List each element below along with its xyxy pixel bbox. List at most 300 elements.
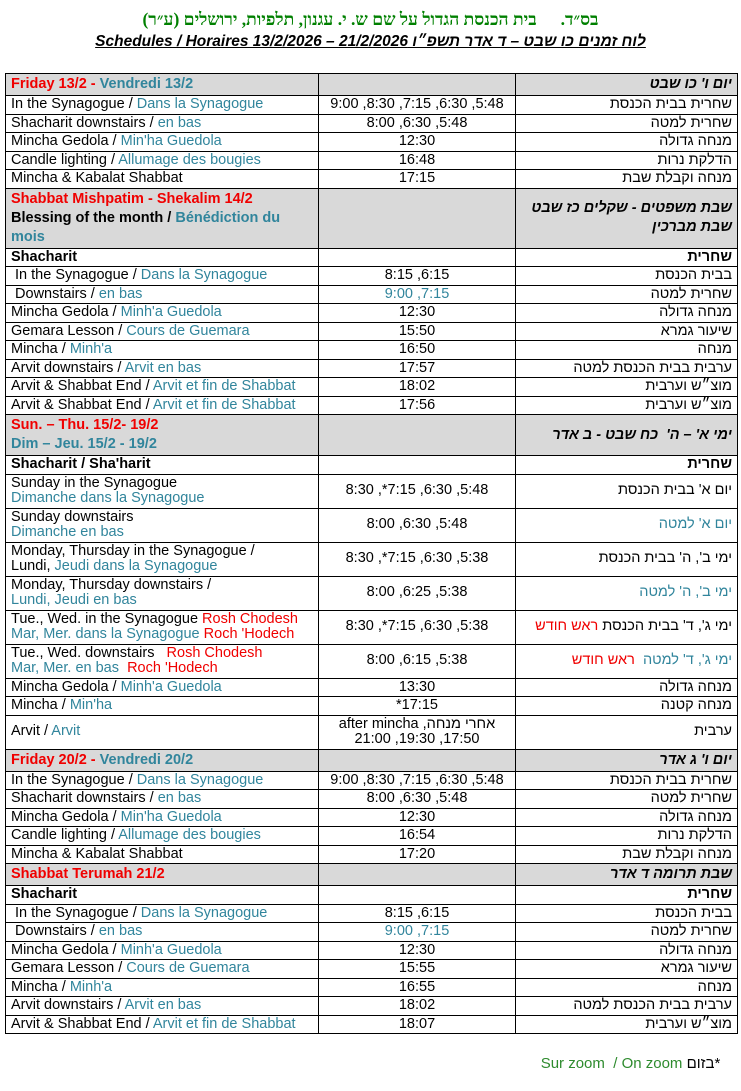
label-cell [6,322,319,341]
times-cell [319,678,516,697]
text-line [11,544,313,560]
text-line [324,791,510,807]
text-run: יום א' בבית הכנסת [618,482,732,499]
text-run: Mar, Mer. dans la Synagogue [11,626,204,642]
text-line [521,287,732,303]
text-line [324,828,510,844]
text-line [11,250,313,266]
text-run: Shacharit downstairs / [11,790,158,806]
text-run: שיעור גמרא [660,322,732,339]
times-cell [319,542,516,576]
times-cell [319,715,516,749]
text-run: Minh'a [69,341,113,357]
page-title [0,8,741,30]
text-run: ימי ב', ה' בבית הכנסת [598,550,732,567]
text-run: שיעור גמרא [660,960,732,976]
text-run: Vendredi 20/2 [99,751,194,768]
label-cell [6,378,319,397]
text-line [11,980,313,996]
schedule-row [6,960,738,979]
text-run: יום ו' ג אדר [659,751,732,768]
text-line [11,998,313,1014]
text-run: en bas [98,923,143,939]
label-cell [6,923,319,942]
hebrew-cell [516,771,738,790]
schedule-row [6,1015,738,1034]
schedule-row [6,474,738,508]
text-line [11,593,313,609]
text-line [11,97,313,113]
hebrew-cell [516,114,738,133]
hebrew-cell [516,790,738,809]
times-cell [319,508,516,542]
text-line [11,961,313,977]
text-line [11,828,313,844]
times-cell [319,697,516,716]
synagogue-title: בית הכנסת הגדול על שם ש. י. עגנון, תלפיות, ירושלים (ע״ר) [142,9,537,29]
times-cell [319,114,516,133]
text-line [11,773,313,789]
hebrew-cell [516,151,738,170]
text-line [324,171,510,187]
text-line [11,791,313,807]
schedule-row [6,542,738,576]
text-line [521,653,732,669]
text-line [521,585,732,601]
text-run: Mincha / [11,341,70,357]
text-run: שחרית [687,248,732,265]
hebrew-cell [516,715,738,749]
text-line [11,379,313,395]
text-line [521,97,732,113]
text-run: מנחה קטנה [660,697,732,713]
label-cell [6,341,319,360]
text-line [521,680,732,696]
text-line [11,887,313,903]
hebrew-cell [516,697,738,716]
schedule-row [6,808,738,827]
text-line [521,324,732,340]
text-line [521,379,732,395]
text-run: Arvit / [11,723,52,740]
hebrew-cell [516,904,738,923]
text-line [521,924,732,940]
text-run: en bas [157,790,202,806]
text-line [11,209,313,247]
text-run: שחרית למטה [650,285,732,302]
text-run: Monday, Thursday in the Synagogue / [11,542,255,559]
text-line [521,305,732,321]
text-line [324,305,510,321]
label-cell [6,610,319,644]
text-run: Mincha Gedola / [11,133,121,149]
schedule-row [6,341,738,360]
text-run: Sun. – Thu. 15/2- 19/2 [11,417,159,433]
text-run: 6:15, 8:15 [384,904,450,921]
text-line [11,134,313,150]
text-run: 7:15, 9:00 [384,285,450,302]
hebrew-cell [516,170,738,189]
text-run: 13:30 [398,678,436,695]
text-run: Candle lighting / [11,151,119,168]
text-run: בבית הכנסת [655,904,732,921]
text-line [324,773,510,789]
text-line [521,980,732,996]
schedule-row [6,322,738,341]
date-range-subtitle: לוח זמנים כו שבט – ד אדר תשפ״ו Schedules / Horaires 13/2/2026 – 21/2/2026 [95,33,646,50]
text-run: Shacharit / Sha'harit [11,456,151,472]
text-line [324,324,510,340]
hebrew-cell [516,304,738,323]
times-cell [319,456,516,475]
hebrew-cell [516,542,738,576]
section-header-row [6,864,738,886]
text-line [521,551,732,567]
hebrew-cell [516,133,738,152]
text-line [11,116,313,132]
text-line [11,361,313,377]
text-line [324,619,510,635]
times-cell [319,749,516,771]
text-run: 16:55 [398,978,436,995]
text-run: 17:20 [398,845,436,862]
text-line [11,525,313,541]
text-line [324,980,510,996]
label-cell [6,114,319,133]
text-run: Arvit et fin de Shabbat [152,396,296,413]
text-run: 17:57 [398,359,436,376]
times-cell [319,808,516,827]
schedule-row [6,396,738,415]
times-cell [319,285,516,304]
text-run: מנחה גדולה [659,304,732,320]
hebrew-cell [516,188,738,248]
hebrew-cell [516,248,738,267]
text-line [11,906,313,922]
section-header-row [6,749,738,771]
label-cell [6,396,319,415]
text-run: 5:48, 6:30, 8:00 [366,114,468,131]
label-cell [6,960,319,979]
times-cell [319,96,516,115]
text-run: Min'ha Guedola [120,133,222,149]
text-run: 5:38, 6:30, 7:15*, 8:30 [345,550,489,567]
text-run: 18:02 [398,997,436,1013]
text-run: In the Synagogue / [11,267,141,283]
text-run: Tue., Wed. downstairs [11,644,167,661]
text-line [521,75,732,94]
hebrew-cell [516,978,738,997]
text-run: ימי ב', ה' למטה [639,584,732,601]
text-run: Cours de Guemara [126,322,250,339]
text-run: Cours de Guemara [126,960,250,976]
text-run: Shacharit [11,248,78,265]
text-run: שחרית למטה [650,790,732,806]
text-run: Mincha / [11,697,70,713]
hebrew-cell [516,644,738,678]
label-cell [6,133,319,152]
text-run: ימי ג', ד' בבית הכנסת [598,618,732,635]
text-run: Roch 'Hodech [203,626,295,642]
times-cell [319,923,516,942]
text-run: Rosh Chodesh [166,644,263,661]
text-run: Allumage des bougies [118,827,261,843]
text-line [11,305,313,321]
text-run: מנחה וקבלת שבת [622,170,732,186]
times-cell [319,886,516,905]
text-run: יום א' למטה [658,516,732,533]
text-run: Friday 13/2 - [11,76,100,92]
text-line [324,943,510,959]
text-run: שחרית בבית הכנסת [609,96,732,112]
subheader-row [6,456,738,475]
text-line [521,483,732,499]
text-line [324,810,510,826]
text-line [11,398,313,414]
text-line [11,578,313,594]
text-run: Mincha & Kabalat Shabbat [11,170,183,186]
text-run: Roch 'Hodech [127,660,218,676]
schedule-row [6,359,738,378]
text-run: Arvit en bas [124,997,202,1013]
text-line [324,1017,510,1033]
text-run: In the Synagogue / [11,904,141,921]
text-line [324,483,510,499]
text-line [11,287,313,303]
section-header-row [6,188,738,248]
text-line [11,865,313,884]
hebrew-cell [516,864,738,886]
schedule-row [6,285,738,304]
times-cell [319,170,516,189]
schedule-row [6,827,738,846]
text-line [11,698,313,714]
text-run: יום ו' כו שבט [649,76,732,92]
text-run: Shacharit [11,886,78,902]
text-run: 5:38, 6:25, 8:00 [366,584,468,601]
text-run: שחרית למטה [650,923,732,939]
zoom-footnote [5,1037,737,1091]
text-run: מוצ״ש וערבית [645,378,732,394]
text-run: 5:48, 6:30, 7:15*, 8:30 [345,482,489,499]
label-cell [6,508,319,542]
text-run: Mincha Gedola / [11,808,121,825]
text-run: Vendredi 13/2 [99,76,194,92]
section-header-row [6,74,738,96]
text-line [521,268,732,284]
text-line [324,551,510,567]
schedule-row [6,644,738,678]
text-run: מנחה גדולה [659,808,732,825]
text-line [11,491,313,507]
text-line [11,943,313,959]
text-run: 12:30 [398,304,436,320]
hebrew-cell [516,610,738,644]
hebrew-cell [516,749,738,771]
text-run: שחרית [687,886,732,902]
label-cell [6,248,319,267]
text-line [11,153,313,169]
text-run: 17:15* [396,697,438,713]
text-line [521,457,732,473]
times-cell [319,771,516,790]
schedule-row [6,997,738,1016]
text-line [11,680,313,696]
schedule-row [6,923,738,942]
text-run: Shabbat Terumah 21/2 [11,866,165,882]
text-run: Arvit downstairs / [11,359,125,376]
text-run: 16:48 [398,151,436,168]
hebrew-cell [516,267,738,286]
subheader-row [6,248,738,267]
hebrew-cell [516,576,738,610]
text-run: Arvit & Shabbat End / [11,378,153,394]
text-run: 16:50 [398,341,436,357]
label-cell [6,978,319,997]
times-cell [319,960,516,979]
schedule-row [6,508,738,542]
bsd-label: בס״ד. [560,9,599,29]
text-run: Arvit & Shabbat End / [11,1015,153,1032]
text-run: en bas [98,285,143,302]
text-run: Minh'a [69,978,113,995]
text-run: Blessing of the month / [11,209,176,226]
schedule-row [6,114,738,133]
hebrew-cell [516,960,738,979]
hebrew-cell [516,1015,738,1034]
times-cell [319,845,516,864]
schedule-row [6,715,738,749]
text-line [324,998,510,1014]
text-line [521,847,732,863]
text-run: Minh'a Guedola [120,304,222,320]
hebrew-cell [516,456,738,475]
text-line [521,398,732,414]
times-cell [319,341,516,360]
hebrew-cell [516,96,738,115]
text-run: Jeudi dans la Synagogue [50,558,218,574]
text-line [521,134,732,150]
text-line [11,661,313,677]
text-run: 17:50, 19:30, 21:00 [354,731,480,747]
label-cell [6,790,319,809]
text-run: en bas [157,114,202,131]
text-line [521,698,732,714]
text-line [521,361,732,377]
label-cell [6,941,319,960]
text-run: Allumage des bougies [118,151,261,168]
text-line [324,342,510,358]
text-run: Mincha Gedola / [11,678,121,695]
text-run: מנחה גדולה [659,678,732,695]
text-run: Arvit en bas [124,359,202,376]
text-line [521,171,732,187]
schedule-row [6,697,738,716]
text-line [11,612,313,628]
schedule-row [6,170,738,189]
text-line [324,134,510,150]
text-line [11,847,313,863]
text-run: 17:15 [398,170,436,186]
times-cell [319,267,516,286]
text-line [324,361,510,377]
hebrew-cell [516,396,738,415]
times-cell [319,396,516,415]
label-cell [6,456,319,475]
text-run: שחרית בבית הכנסת [609,771,732,788]
hebrew-cell [516,508,738,542]
schedule-row [6,771,738,790]
text-run: Bénédiction du mois [11,209,285,245]
text-run: Dimanche dans la Synagogue [11,490,205,506]
text-line [324,153,510,169]
section-header-row [6,415,738,456]
text-line [521,250,732,266]
text-run: שבת מברכין [652,219,732,235]
times-cell [319,133,516,152]
times-cell [319,378,516,397]
text-line [11,457,313,473]
text-run: Gemara Lesson / [11,960,127,976]
text-line [521,619,732,635]
text-run: Downstairs / [11,923,99,939]
text-run: שבת תרומה ד אדר [609,866,732,882]
text-run: Dim – Jeu. 15/2 - 19/2 [11,436,157,452]
schedule-row [6,96,738,115]
text-run: In the Synagogue / [11,771,137,788]
label-cell [6,771,319,790]
text-line [521,791,732,807]
text-run: אחרי מנחה, after mincha [338,715,496,732]
times-cell [319,978,516,997]
text-run: Monday, Thursday downstairs / [11,576,212,593]
times-cell [319,644,516,678]
text-run: Minh'a Guedola [120,941,222,958]
text-run: מנחה [697,341,732,357]
text-run: מוצ״ש וערבית [645,396,732,413]
text-line [11,559,313,575]
text-run: בבית הכנסת [655,267,732,283]
text-run: Sunday in the Synagogue [11,474,178,491]
schedule-row [6,576,738,610]
text-line [11,268,313,284]
text-run: 15:50 [398,322,436,339]
text-run: שבת משפטים - שקלים כז שבט [531,200,732,216]
hebrew-cell [516,923,738,942]
text-line [521,906,732,922]
footnote-latin: Sur zoom / On zoom [540,1055,683,1072]
label-cell [6,644,319,678]
text-run: Mar, Mer. en bas [11,660,128,676]
text-run: Shabbat Mishpatim - Shekalim 14/2 [11,190,253,207]
label-cell [6,886,319,905]
hebrew-cell [516,886,738,905]
schedule-table [5,73,738,1034]
text-run: ימי א' – ה' כח שבט - ב אדר [552,426,732,443]
text-run: Dans la Synagogue [136,96,264,112]
label-cell [6,904,319,923]
text-line [521,865,732,884]
text-run: Dans la Synagogue [136,771,264,788]
schedule-row [6,610,738,644]
text-run: ראש חודש [571,652,635,669]
text-run: 16:54 [398,827,436,843]
text-line [521,724,732,740]
label-cell [6,304,319,323]
times-cell [319,474,516,508]
text-line [521,773,732,789]
text-line [324,717,510,733]
